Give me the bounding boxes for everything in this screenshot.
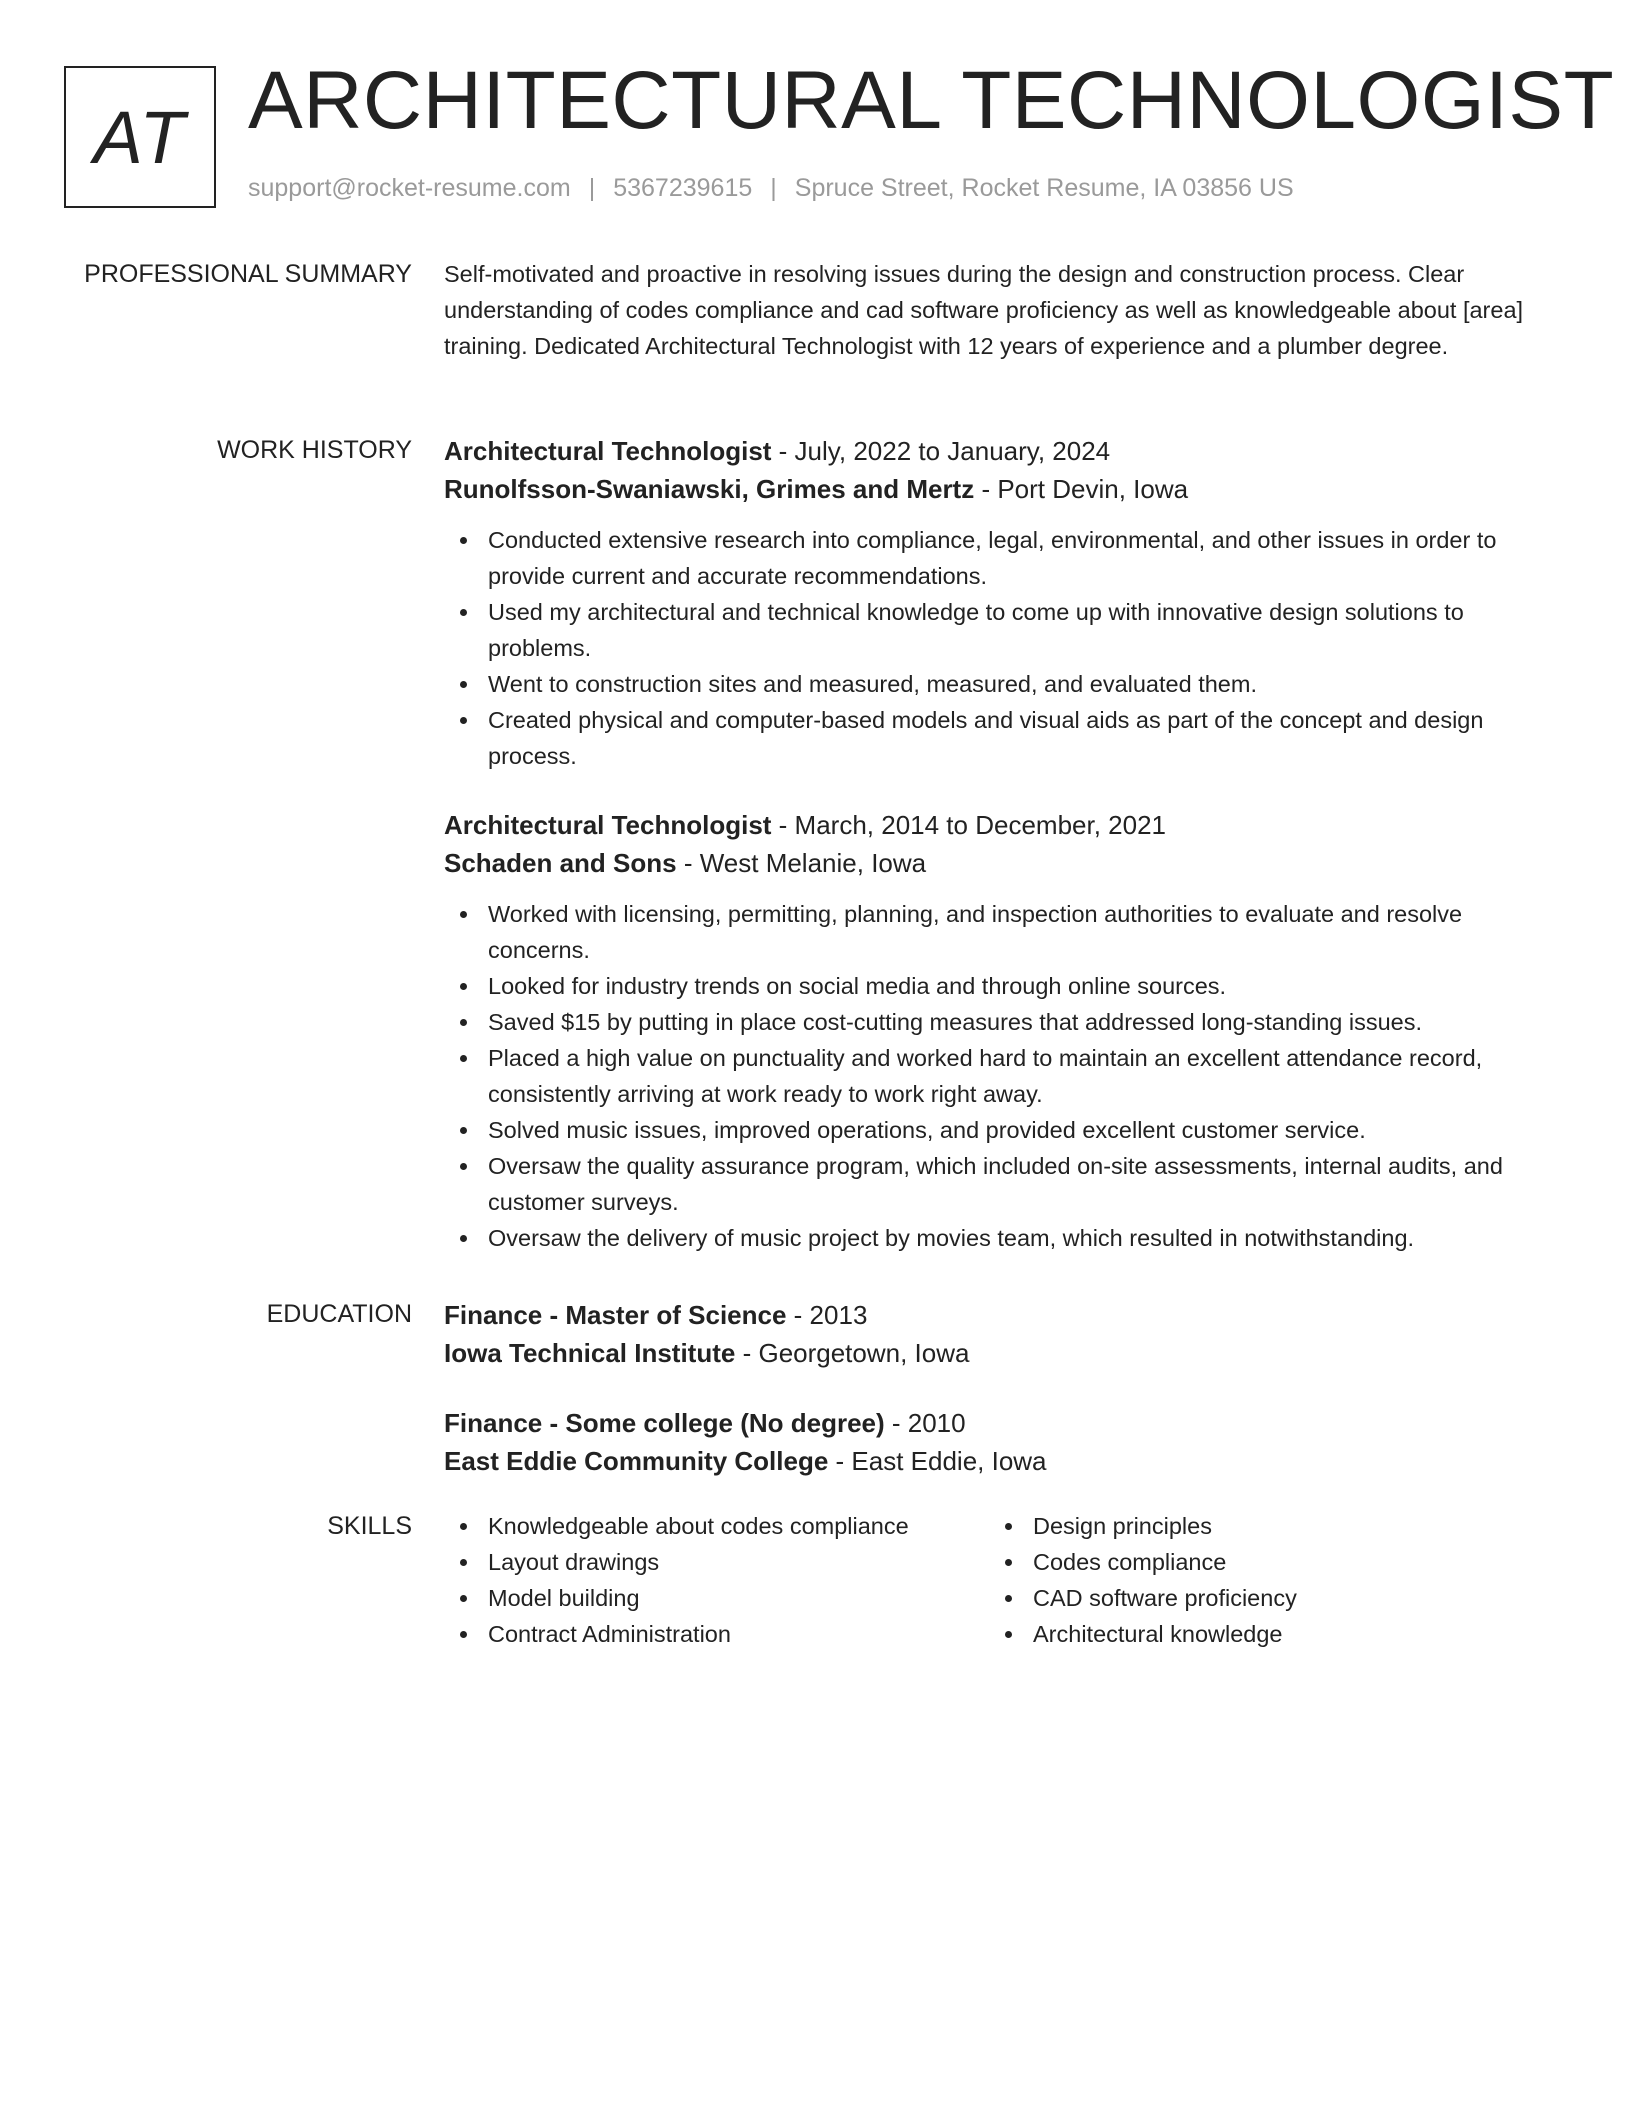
job-role-line [444, 432, 1552, 470]
education-degree-line [444, 1404, 1552, 1442]
education-degree: Finance - Some college (No degree) [444, 1408, 885, 1438]
skills-list-right [989, 1508, 1489, 1652]
job-entry [444, 806, 1552, 1256]
job-company: Schaden and Sons [444, 848, 677, 878]
section-heading-skills: SKILLS [327, 1512, 412, 1540]
education-school-line [444, 1442, 1552, 1480]
skill-item: Codes compliance [989, 1544, 1489, 1580]
job-location: - Port Devin, Iowa [974, 474, 1189, 504]
monogram-initials: AT [93, 95, 187, 179]
contact-separator: | [588, 174, 596, 202]
education-body [444, 1296, 1552, 1480]
section-heading-summary: PROFESSIONAL SUMMARY [84, 260, 412, 288]
job-entry [444, 432, 1552, 774]
education-degree: Finance - Master of Science [444, 1300, 787, 1330]
job-bullets [444, 896, 1552, 1256]
skills-columns [444, 1508, 1552, 1652]
contact-address: Spruce Street, Rocket Resume, IA 03856 US [794, 174, 1294, 202]
education-year: - 2010 [884, 1408, 966, 1438]
job-bullet: Placed a high value on punctuality and worked hard to maintain an excellent attendance record, consistently arriving at work ready to work right away. [444, 1040, 1552, 1112]
section-heading-education: EDUCATION [266, 1300, 412, 1328]
education-entry [444, 1404, 1552, 1480]
skill-item: Model building [444, 1580, 989, 1616]
skill-item: Contract Administration [444, 1616, 989, 1652]
monogram-logo [64, 66, 216, 208]
education-degree-line [444, 1296, 1552, 1334]
resume-name-title: ARCHITECTURAL TECHNOLOGIST [248, 55, 1615, 146]
education-school: East Eddie Community College [444, 1446, 829, 1476]
skill-item: Design principles [989, 1508, 1489, 1544]
contact-email[interactable]: support@rocket-resume.com [248, 174, 571, 202]
contact-phone[interactable]: 5367239615 [613, 174, 753, 202]
education-school-line [444, 1334, 1552, 1372]
skills-body [444, 1508, 1552, 1652]
job-bullet: Solved music issues, improved operations, and provided excellent customer service. [444, 1112, 1552, 1148]
job-org-line [444, 844, 1552, 882]
education-location: - Georgetown, Iowa [735, 1338, 970, 1368]
job-bullet: Conducted extensive research into compliance, legal, environmental, and other issues in order to provide current and accurate recommendations. [444, 522, 1552, 594]
job-dates: - July, 2022 to January, 2024 [771, 436, 1111, 466]
job-bullet: Oversaw the delivery of music project by movies team, which resulted in notwithstanding. [444, 1220, 1552, 1256]
job-bullet: Used my architectural and technical knowledge to come up with innovative design solutions to problems. [444, 594, 1552, 666]
job-bullet: Created physical and computer-based models and visual aids as part of the concept and design process. [444, 702, 1552, 774]
job-title: Architectural Technologist [444, 810, 772, 840]
job-bullets [444, 522, 1552, 774]
job-bullet: Saved $15 by putting in place cost-cutting measures that addressed long-standing issues. [444, 1004, 1552, 1040]
skill-item: Architectural knowledge [989, 1616, 1489, 1652]
skill-item: Layout drawings [444, 1544, 989, 1580]
contact-separator: | [770, 174, 777, 202]
job-bullet: Looked for industry trends on social media and through online sources. [444, 968, 1552, 1004]
job-location: - West Melanie, Iowa [676, 848, 927, 878]
education-entry [444, 1296, 1552, 1372]
section-heading-work-history: WORK HISTORY [217, 436, 412, 464]
job-bullet: Went to construction sites and measured, measured, and evaluated them. [444, 666, 1552, 702]
skill-item: Knowledgeable about codes compliance [444, 1508, 989, 1544]
contact-line [248, 174, 1294, 203]
job-org-line [444, 470, 1552, 508]
job-dates: - March, 2014 to December, 2021 [771, 810, 1166, 840]
skill-item: CAD software proficiency [989, 1580, 1489, 1616]
job-bullet: Worked with licensing, permitting, planning, and inspection authorities to evaluate and resolve concerns. [444, 896, 1552, 968]
education-school: Iowa Technical Institute [444, 1338, 736, 1368]
education-year: - 2013 [786, 1300, 868, 1330]
skills-list-left [444, 1508, 989, 1652]
education-location: - East Eddie, Iowa [828, 1446, 1047, 1476]
work-history-body [444, 432, 1552, 1256]
job-role-line [444, 806, 1552, 844]
job-company: Runolfsson-Swaniawski, Grimes and Mertz [444, 474, 975, 504]
summary-text: Self-motivated and proactive in resolving issues during the design and construction process. Clear understanding of codes compliance and cad software proficiency as well as knowledgeable about [area] training. Dedicated Architectural Technologist with 12 years of experience and a plumber degree. [444, 261, 1524, 359]
job-bullet: Oversaw the quality assurance program, which included on-site assessments, internal audits, and customer surveys. [444, 1148, 1552, 1220]
job-title: Architectural Technologist [444, 436, 772, 466]
